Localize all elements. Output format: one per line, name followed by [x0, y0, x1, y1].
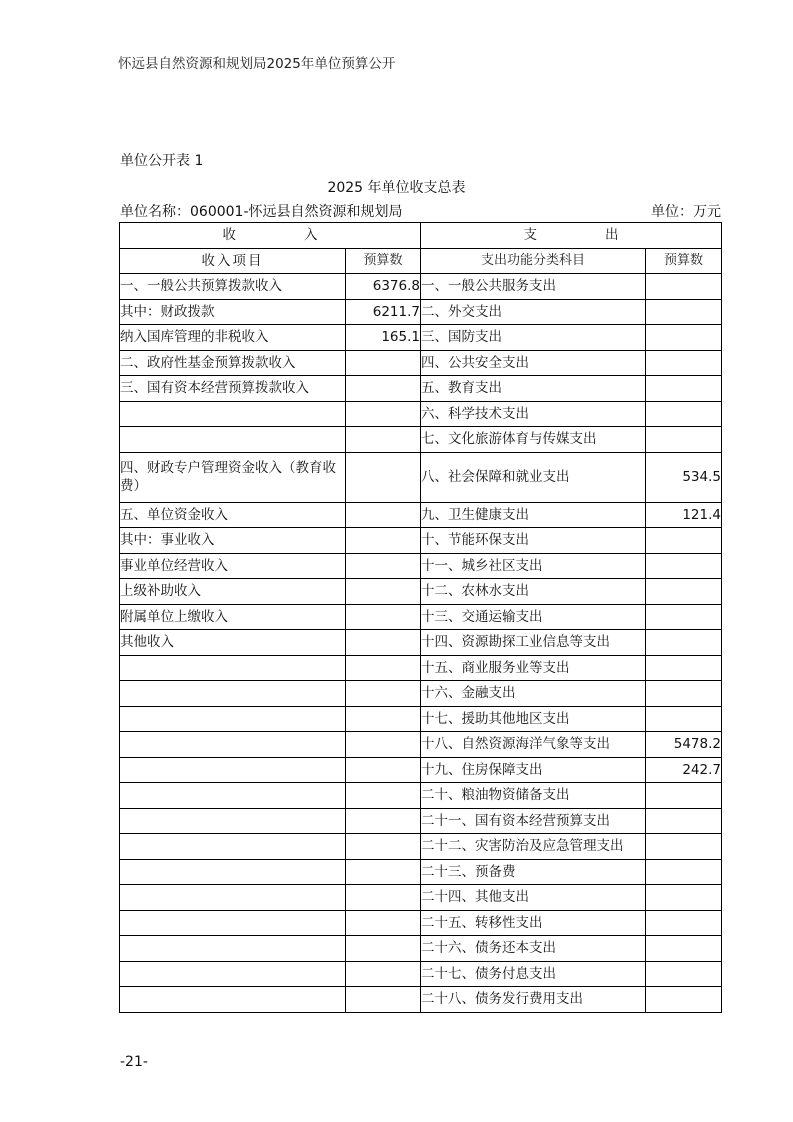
table-title: 2025 年单位收支总表 [327, 180, 466, 196]
income-budget-cell [346, 859, 421, 885]
expense-item-cell: 十六、金融支出 [421, 681, 646, 707]
expense-budget-cell [646, 910, 722, 936]
expense-item-cell: 六、科学技术支出 [421, 401, 646, 427]
expense-item-cell: 二十五、转移性支出 [421, 910, 646, 936]
expense-item-cell: 二十三、预备费 [421, 859, 646, 885]
section-header-row [120, 223, 722, 249]
income-item-cell: 事业单位经营收入 [120, 553, 346, 579]
table-row [120, 987, 722, 1013]
expense-budget-cell: 534.5 [646, 452, 722, 502]
expense-budget-cell [646, 299, 722, 325]
income-item-cell [120, 910, 346, 936]
income-item-cell [120, 681, 346, 707]
income-budget-cell [346, 783, 421, 809]
income-budget-cell [346, 885, 421, 911]
expense-item-cell: 二十一、国有资本经营预算支出 [421, 808, 646, 834]
expense-budget-cell [646, 350, 722, 376]
income-budget-cell: 6211.7 [346, 299, 421, 325]
income-item-cell [120, 834, 346, 860]
income-budget-cell [346, 604, 421, 630]
expense-item-cell: 十二、农林水支出 [421, 579, 646, 605]
income-budget-cell [346, 427, 421, 453]
expense-section-left: 支 [523, 227, 537, 244]
expense-section-header [421, 223, 722, 249]
income-item-cell [120, 757, 346, 783]
table-row [120, 910, 722, 936]
income-item-cell: 附属单位上缴收入 [120, 604, 346, 630]
income-item-cell [120, 655, 346, 681]
table-row [120, 528, 722, 554]
income-item-cell [120, 859, 346, 885]
income-budget-cell [346, 987, 421, 1013]
expense-budget-cell [646, 427, 722, 453]
expense-item-cell: 十四、资源勘探工业信息等支出 [421, 630, 646, 656]
income-item-cell: 五、单位资金收入 [120, 502, 346, 528]
table-row [120, 579, 722, 605]
expense-budget-cell: 242.7 [646, 757, 722, 783]
table-row [120, 885, 722, 911]
table-row [120, 325, 722, 351]
income-item-cell: 三、国有资本经营预算拨款收入 [120, 376, 346, 402]
expense-budget-cell [646, 885, 722, 911]
income-item-cell [120, 732, 346, 758]
table-row [120, 961, 722, 987]
table-row [120, 452, 722, 502]
table-row [120, 427, 722, 453]
income-budget-cell [346, 910, 421, 936]
table-row [120, 274, 722, 300]
table-row [120, 936, 722, 962]
expense-item-cell: 三、国防支出 [421, 325, 646, 351]
expense-item-header: 支出功能分类科目 [421, 248, 646, 274]
expense-budget-cell [646, 859, 722, 885]
expense-item-cell: 四、公共安全支出 [421, 350, 646, 376]
expense-budget-cell [646, 783, 722, 809]
income-item-cell: 二、政府性基金预算拨款收入 [120, 350, 346, 376]
income-budget-cell: 165.1 [346, 325, 421, 351]
expense-item-cell: 十七、援助其他地区支出 [421, 706, 646, 732]
expense-budget-cell [646, 604, 722, 630]
income-budget-cell [346, 936, 421, 962]
expense-budget-cell [646, 834, 722, 860]
income-budget-cell [346, 376, 421, 402]
expense-item-cell: 五、教育支出 [421, 376, 646, 402]
income-item-cell [120, 987, 346, 1013]
expense-budget-cell [646, 655, 722, 681]
table-row [120, 732, 722, 758]
table-row [120, 350, 722, 376]
expense-budget-cell [646, 808, 722, 834]
column-header-row [120, 248, 722, 274]
income-item-cell: 其中：事业收入 [120, 528, 346, 554]
income-item-cell: 四、财政专户管理资金收入（教育收费） [120, 452, 346, 502]
income-budget-cell [346, 732, 421, 758]
expense-budget-cell [646, 630, 722, 656]
expense-item-cell: 二十二、灾害防治及应急管理支出 [421, 834, 646, 860]
table-row [120, 604, 722, 630]
page-number: -21- [120, 1054, 148, 1070]
income-budget-cell [346, 350, 421, 376]
expense-item-cell: 十一、城乡社区支出 [421, 553, 646, 579]
expense-item-cell: 二十、粮油物资储备支出 [421, 783, 646, 809]
income-budget-cell [346, 757, 421, 783]
income-budget-cell [346, 655, 421, 681]
income-item-cell: 一、一般公共预算拨款收入 [120, 274, 346, 300]
expense-budget-cell [646, 706, 722, 732]
expense-budget-cell: 5478.2 [646, 732, 722, 758]
income-item-cell: 其中：财政拨款 [120, 299, 346, 325]
table-row [120, 630, 722, 656]
budget-summary-table [119, 222, 722, 1013]
expense-budget-cell [646, 579, 722, 605]
income-budget-cell: 6376.8 [346, 274, 421, 300]
expense-item-cell: 十、节能环保支出 [421, 528, 646, 554]
table-row [120, 401, 722, 427]
income-budget-cell [346, 961, 421, 987]
expense-budget-cell [646, 961, 722, 987]
income-item-cell: 其他收入 [120, 630, 346, 656]
income-item-cell [120, 783, 346, 809]
table-row [120, 681, 722, 707]
expense-item-cell: 九、卫生健康支出 [421, 502, 646, 528]
expense-budget-cell [646, 325, 722, 351]
income-budget-cell [346, 401, 421, 427]
income-item-cell [120, 885, 346, 911]
expense-section-right: 出 [605, 227, 619, 244]
income-budget-cell [346, 630, 421, 656]
table-row [120, 553, 722, 579]
income-budget-header: 预算数 [346, 248, 421, 274]
table-row [120, 502, 722, 528]
table-row [120, 299, 722, 325]
table-row [120, 859, 722, 885]
income-budget-cell [346, 528, 421, 554]
income-item-cell [120, 961, 346, 987]
expense-item-cell: 十五、商业服务业等支出 [421, 655, 646, 681]
expense-budget-cell [646, 936, 722, 962]
expense-item-cell: 十九、住房保障支出 [421, 757, 646, 783]
income-budget-cell [346, 834, 421, 860]
expense-budget-cell [646, 528, 722, 554]
expense-budget-cell [646, 274, 722, 300]
expense-item-cell: 十八、自然资源海洋气象等支出 [421, 732, 646, 758]
expense-budget-cell [646, 376, 722, 402]
income-budget-cell [346, 452, 421, 502]
income-item-cell [120, 936, 346, 962]
income-budget-cell [346, 502, 421, 528]
expense-item-cell: 二十七、债务付息支出 [421, 961, 646, 987]
income-section-left: 收 [222, 227, 236, 244]
expense-item-cell: 二、外交支出 [421, 299, 646, 325]
expense-item-cell: 一、一般公共服务支出 [421, 274, 646, 300]
unit-name-label: 单位名称：060001-怀远县自然资源和规划局 [120, 204, 403, 220]
income-item-cell: 纳入国库管理的非税收入 [120, 325, 346, 351]
expense-budget-cell: 121.4 [646, 502, 722, 528]
income-item-cell [120, 401, 346, 427]
table-number: 单位公开表 1 [120, 153, 204, 169]
expense-budget-header: 预算数 [646, 248, 722, 274]
income-item-cell [120, 427, 346, 453]
table-row [120, 834, 722, 860]
table-row [120, 655, 722, 681]
expense-item-cell: 二十四、其他支出 [421, 885, 646, 911]
table-row [120, 706, 722, 732]
income-item-cell [120, 808, 346, 834]
expense-item-cell: 十三、交通运输支出 [421, 604, 646, 630]
table-row [120, 808, 722, 834]
expense-item-cell: 七、文化旅游体育与传媒支出 [421, 427, 646, 453]
income-budget-cell [346, 579, 421, 605]
expense-item-cell: 二十六、债务还本支出 [421, 936, 646, 962]
income-budget-cell [346, 553, 421, 579]
currency-unit-label: 单位：万元 [651, 204, 721, 220]
table-row [120, 783, 722, 809]
expense-item-cell: 八、社会保障和就业支出 [421, 452, 646, 502]
income-budget-cell [346, 681, 421, 707]
income-item-header: 收入项目 [120, 248, 346, 274]
expense-budget-cell [646, 987, 722, 1013]
expense-budget-cell [646, 681, 722, 707]
expense-budget-cell [646, 553, 722, 579]
income-item-cell: 上级补助收入 [120, 579, 346, 605]
income-budget-cell [346, 808, 421, 834]
income-item-cell [120, 706, 346, 732]
expense-item-cell: 二十八、债务发行费用支出 [421, 987, 646, 1013]
income-section-right: 入 [304, 227, 318, 244]
income-section-header [120, 223, 421, 249]
table-row [120, 376, 722, 402]
income-budget-cell [346, 706, 421, 732]
table-row [120, 757, 722, 783]
document-header: 怀远县自然资源和规划局2025年单位预算公开 [118, 56, 396, 72]
expense-budget-cell [646, 401, 722, 427]
